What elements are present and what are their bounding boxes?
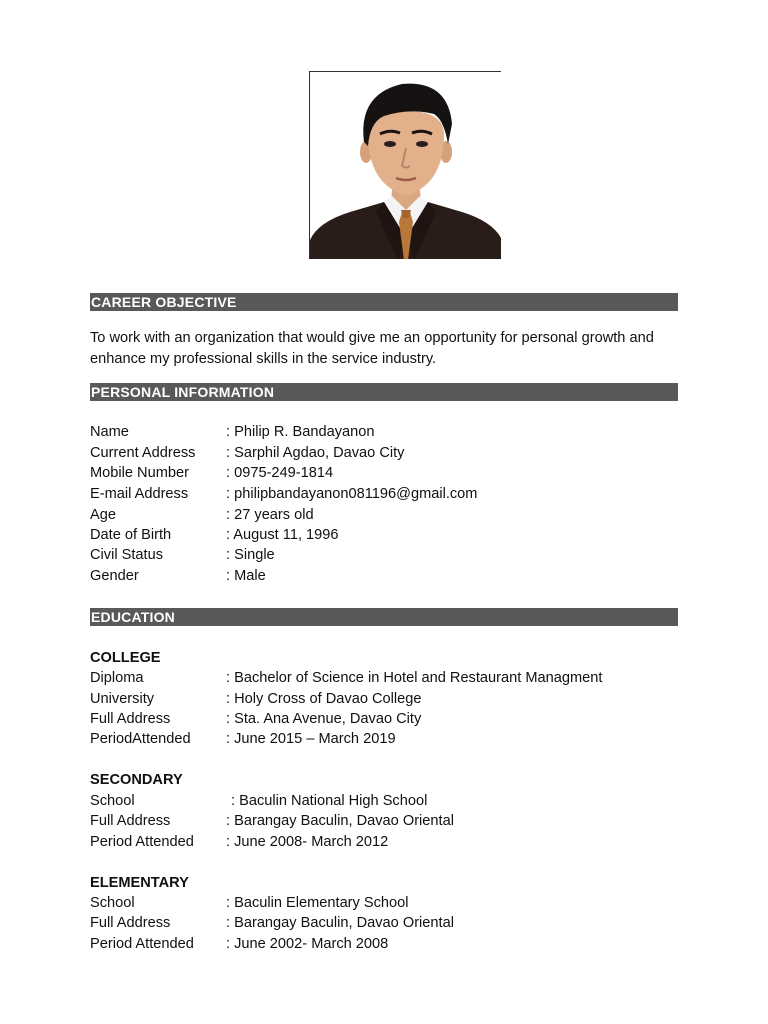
field-label: Age	[90, 506, 116, 523]
field-value: : June 2008- March 2012	[226, 833, 389, 850]
field-label: Current Address	[90, 444, 196, 461]
field-label: Period Attended	[90, 935, 194, 952]
field-value: : June 2015 – March 2019	[226, 731, 396, 747]
profile-photo-illustration	[310, 72, 501, 259]
profile-photo	[309, 71, 501, 259]
career-objective-text	[90, 328, 690, 369]
field-label: Gender	[90, 567, 139, 584]
career-objective-header: CAREER OBJECTIVE	[90, 293, 678, 311]
personal-information-header: PERSONAL INFORMATION	[90, 383, 678, 401]
field-label: Diploma	[90, 670, 144, 686]
field-value: : Barangay Baculin, Davao Oriental	[226, 915, 454, 931]
secondary-heading: SECONDARY	[90, 772, 183, 788]
field-label: Date of Birth	[90, 527, 172, 543]
field-value: : August 11, 1996	[226, 527, 339, 543]
field-label: E-mail Address	[90, 485, 189, 502]
field-value: : Philip R. Bandayanon	[226, 424, 375, 440]
elementary-heading: ELEMENTARY	[90, 874, 189, 891]
field-label: Name	[90, 424, 129, 440]
field-value: : 27 years old	[226, 506, 314, 523]
field-label: Full Address	[90, 813, 171, 829]
field-label: Mobile Number	[90, 465, 189, 481]
field-value: : philipbandayanon081196@gmail.com	[226, 485, 478, 502]
field-value: : 0975-249-1814	[226, 465, 334, 481]
field-label: School	[90, 895, 135, 911]
field-label: Full Address	[90, 915, 171, 931]
field-label: University	[90, 690, 155, 707]
field-label: Civil Status	[90, 547, 163, 563]
field-value: : Baculin National High School	[231, 793, 428, 809]
field-label: Period Attended	[90, 833, 194, 850]
field-value: : Baculin Elementary School	[226, 895, 409, 911]
objective-line-1: To work with an organization that would give me an opportunity for personal growth and	[90, 330, 654, 346]
objective-line-2: enhance my professional skills in the service industry.	[90, 350, 437, 367]
field-label: School	[90, 793, 135, 809]
field-value: : Bachelor of Science in Hotel and Restaurant Managment	[226, 670, 603, 686]
field-label: Full Address	[90, 710, 171, 727]
field-value: : Holy Cross of Davao College	[226, 690, 422, 707]
education-header: EDUCATION	[90, 608, 678, 626]
field-value: : Sta. Ana Avenue, Davao City	[226, 710, 422, 727]
field-label: PeriodAttended	[90, 731, 191, 747]
college-heading: COLLEGE	[90, 649, 161, 666]
field-value: : Single	[226, 547, 275, 563]
field-value: : Male	[226, 567, 266, 584]
field-value: : June 2002- March 2008	[226, 935, 389, 952]
field-value: : Sarphil Agdao, Davao City	[226, 444, 405, 461]
field-value: : Barangay Baculin, Davao Oriental	[226, 813, 454, 829]
